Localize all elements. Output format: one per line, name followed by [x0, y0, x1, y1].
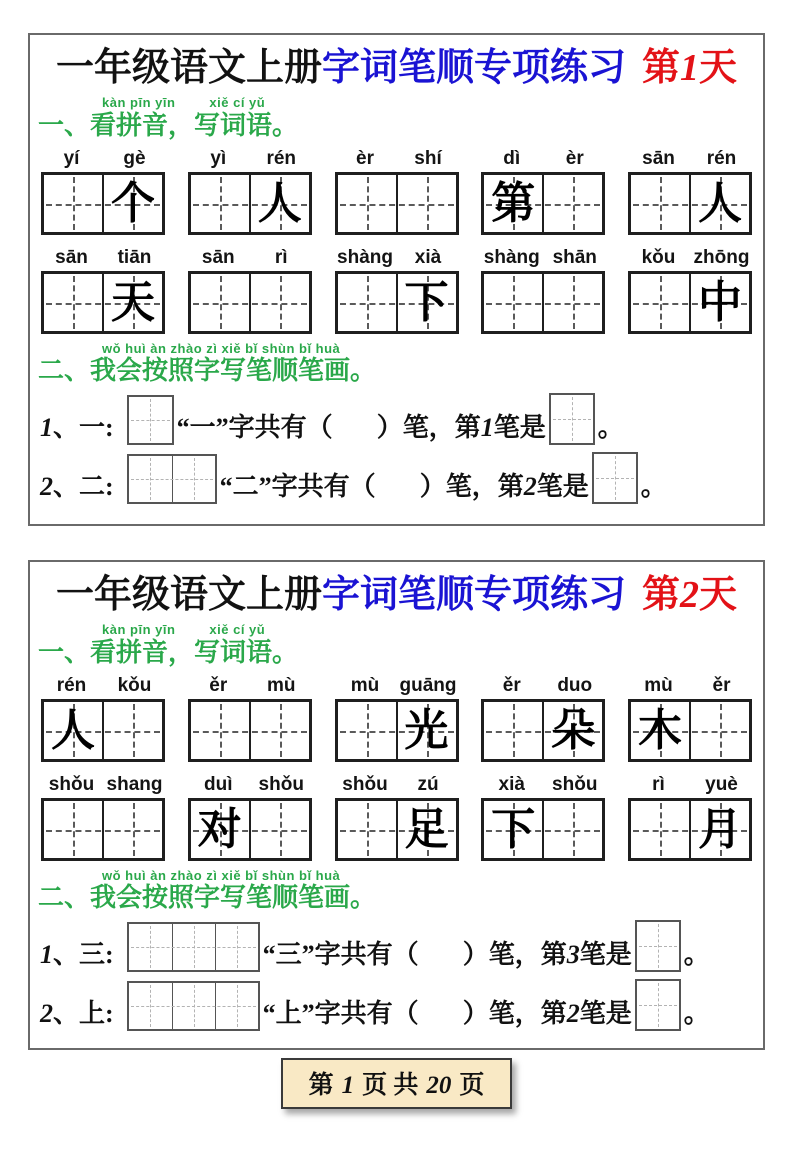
- answer-char: [191, 702, 249, 759]
- word-item: [480, 247, 606, 334]
- writing-cell: [102, 801, 162, 858]
- writing-cell: [542, 274, 602, 331]
- word-item: [334, 675, 460, 762]
- pinyin-label: rì yuè: [652, 774, 738, 796]
- answer-char: 木: [638, 705, 682, 755]
- title-day-number: 1: [680, 47, 700, 89]
- writing-grid: [481, 172, 605, 235]
- writing-cell: [542, 175, 602, 232]
- pinyin-label: xià shǒu: [498, 774, 598, 796]
- writing-cell: [396, 801, 456, 858]
- answer-char: 朵: [551, 705, 596, 755]
- pinyin-part: xiě cí yǔ: [209, 622, 266, 638]
- question-period: 。: [683, 939, 710, 969]
- title-book: 一年级语文上册: [55, 574, 322, 616]
- answer-box: [549, 393, 595, 445]
- writing-cell: [249, 801, 309, 858]
- writing-cell: [689, 801, 749, 858]
- answer-box: [635, 979, 681, 1031]
- answer-char: 足: [404, 804, 449, 854]
- writing-grid: [628, 699, 752, 762]
- question-text: ）笔，第3笔是: [462, 939, 632, 969]
- pinyin-label: yì rén: [210, 148, 297, 170]
- stroke-grid: [127, 981, 260, 1031]
- writing-cell: [249, 702, 309, 759]
- answer-char: 中: [698, 277, 742, 327]
- answer-char: [544, 801, 602, 858]
- grid-cell: [551, 395, 593, 443]
- pinyin-label: ěr mù: [209, 675, 296, 697]
- word-row-1: [38, 148, 755, 235]
- answer-char: [691, 702, 749, 759]
- grid-cell: [129, 924, 172, 970]
- writing-cell: [338, 702, 396, 759]
- title-day-pre: 第: [642, 47, 681, 89]
- writing-cell: [102, 702, 162, 759]
- writing-cell: [631, 274, 689, 331]
- word-item: [627, 675, 753, 762]
- writing-grid: [481, 798, 605, 861]
- writing-cell: [396, 175, 456, 232]
- writing-cell: [338, 274, 396, 331]
- section-1-header: [38, 623, 755, 667]
- question-label: 2、二:: [40, 471, 114, 501]
- pinyin-label: ěr duo: [502, 675, 593, 697]
- writing-cell: [44, 801, 102, 858]
- answer-char: 第: [491, 178, 536, 228]
- writing-grid: [335, 271, 459, 334]
- title-day-badge: [642, 574, 737, 616]
- pinyin-part: kàn pīn yīn: [102, 95, 176, 111]
- section-2-heading: 二、我会按照字写笔顺笔画。: [38, 356, 377, 386]
- title-day-post: 天: [699, 574, 738, 616]
- word-row-2: [38, 774, 755, 861]
- pinyin-label: mù guāng: [350, 675, 457, 697]
- pinyin-label: yí gè: [63, 148, 146, 170]
- answer-box: [592, 452, 638, 504]
- word-item: [187, 247, 313, 334]
- pinyin-label: dì èr: [503, 148, 584, 170]
- writing-cell: [249, 274, 309, 331]
- grid-cell: [594, 454, 636, 502]
- writing-grid: [188, 271, 312, 334]
- writing-grid: [628, 271, 752, 334]
- title-day-pre: 第: [642, 574, 681, 616]
- page-number-box: [281, 1058, 513, 1109]
- answer-char: 人: [698, 178, 742, 228]
- title-book: 一年级语文上册: [55, 47, 322, 89]
- answer-char: [631, 274, 689, 331]
- answer-char: [631, 801, 689, 858]
- footer-text: 页: [459, 1072, 485, 1099]
- writing-cell: [689, 702, 749, 759]
- answer-char: [631, 175, 689, 232]
- title-topic: 字词笔顺专项练习: [321, 47, 626, 89]
- answer-char: [251, 274, 309, 331]
- writing-grid: [335, 798, 459, 861]
- word-item: [40, 675, 166, 762]
- answer-char: [544, 274, 602, 331]
- word-row-1: [38, 675, 755, 762]
- grid-cell: [129, 397, 172, 443]
- pinyin-part: xiě cí yǔ: [209, 95, 266, 111]
- section-1-heading: 一、看拼音，写词语。: [38, 110, 299, 140]
- writing-grid: [335, 699, 459, 762]
- question-label: 1、一:: [40, 412, 114, 442]
- pinyin-label: rén kǒu: [56, 675, 152, 697]
- writing-grid: [188, 798, 312, 861]
- pinyin-part: kàn pīn yīn: [102, 622, 176, 638]
- word-item: [40, 148, 166, 235]
- footer-text: 页 共: [362, 1072, 419, 1099]
- grid-cell: [172, 983, 215, 1029]
- answer-char: 对: [197, 804, 242, 854]
- writing-cell: [396, 702, 456, 759]
- question-label: 1、三:: [40, 939, 114, 969]
- writing-cell: [191, 702, 249, 759]
- word-item: [40, 247, 166, 334]
- question-text: “上”字共有（: [262, 998, 419, 1028]
- answer-char: [104, 702, 162, 759]
- stroke-grid: [127, 395, 174, 445]
- answer-char: [484, 702, 542, 759]
- writing-grid: [335, 172, 459, 235]
- answer-char: [484, 274, 542, 331]
- section-1-heading: 一、看拼音，写词语。: [38, 637, 299, 667]
- answer-char: [338, 702, 396, 759]
- writing-grid: [41, 798, 165, 861]
- writing-cell: [191, 801, 249, 858]
- grid-cell: [129, 456, 172, 502]
- word-item: [187, 675, 313, 762]
- writing-cell: [102, 274, 162, 331]
- worksheet-title: [38, 570, 755, 621]
- worksheet-day-1-panel: [28, 33, 765, 526]
- worksheet-day-2-panel: [28, 560, 765, 1050]
- answer-char: [44, 274, 102, 331]
- word-item: [627, 247, 753, 334]
- pinyin-label: shǒu zú: [342, 774, 439, 796]
- answer-char: [251, 801, 309, 858]
- title-day-post: 天: [699, 47, 738, 89]
- writing-cell: [338, 175, 396, 232]
- section-2-header: [38, 342, 755, 386]
- grid-cell: [637, 922, 679, 970]
- pinyin-label: shàng xià: [337, 247, 442, 269]
- section-1-pinyin: [102, 623, 755, 637]
- writing-cell: [44, 274, 102, 331]
- writing-cell: [631, 175, 689, 232]
- writing-cell: [542, 702, 602, 759]
- writing-grid: [481, 699, 605, 762]
- stroke-number: 2: [523, 471, 537, 501]
- grid-cell: [172, 924, 215, 970]
- question-period: 。: [597, 412, 624, 442]
- writing-cell: [249, 175, 309, 232]
- writing-cell: [484, 801, 542, 858]
- writing-cell: [484, 702, 542, 759]
- writing-cell: [689, 175, 749, 232]
- writing-grid: [41, 172, 165, 235]
- writing-cell: [191, 274, 249, 331]
- writing-cell: [102, 175, 162, 232]
- title-day-badge: [642, 47, 737, 89]
- stroke-question-1: [40, 920, 755, 972]
- pinyin-label: shàng shān: [483, 247, 597, 269]
- pinyin-label: sān tiān: [55, 247, 152, 269]
- answer-char: [251, 702, 309, 759]
- question-text: ）笔，第1笔是: [376, 412, 546, 442]
- writing-grid: [188, 172, 312, 235]
- section-2-pinyin: wǒ huì àn zhào zì xiě bǐ shùn bǐ huà: [102, 341, 341, 357]
- question-period: 。: [683, 998, 710, 1028]
- question-text: “二”字共有（: [219, 471, 376, 501]
- title-topic: 字词笔顺专项练习: [321, 574, 626, 616]
- writing-cell: [484, 274, 542, 331]
- writing-cell: [484, 175, 542, 232]
- section-2-header: [38, 869, 755, 913]
- word-item: [334, 774, 460, 861]
- footer-total-pages: 20: [426, 1072, 452, 1099]
- writing-grid: [481, 271, 605, 334]
- pinyin-label: duì shǒu: [204, 774, 304, 796]
- writing-grid: [41, 699, 165, 762]
- title-day-number: 2: [680, 574, 700, 616]
- writing-cell: [631, 801, 689, 858]
- pinyin-label: sān rì: [201, 247, 288, 269]
- word-item: [627, 148, 753, 235]
- pinyin-label: sān rén: [642, 148, 737, 170]
- section-2-pinyin: wǒ huì àn zhào zì xiě bǐ shùn bǐ huà: [102, 868, 341, 884]
- stroke-question-2: [40, 979, 755, 1031]
- answer-char: [338, 274, 396, 331]
- answer-char: [104, 801, 162, 858]
- answer-char: 人: [257, 178, 302, 228]
- question-text: ）笔，第2笔是: [462, 998, 632, 1028]
- writing-cell: [542, 801, 602, 858]
- grid-cell: [637, 981, 679, 1029]
- word-row-2: [38, 247, 755, 334]
- writing-cell: [191, 175, 249, 232]
- word-item: [187, 774, 313, 861]
- stroke-question-2: [40, 452, 755, 504]
- grid-cell: [129, 983, 172, 1029]
- writing-cell: [338, 801, 396, 858]
- word-item: [187, 148, 313, 235]
- stroke-number: 3: [566, 939, 580, 969]
- section-1-pinyin: [102, 96, 755, 110]
- pinyin-label: shǒu shang: [48, 774, 163, 796]
- answer-char: 人: [51, 705, 95, 755]
- grid-cell: [215, 924, 258, 970]
- stroke-number: 1: [480, 412, 494, 442]
- pinyin-label: kǒu zhōng: [641, 247, 750, 269]
- stroke-grid: [127, 454, 217, 504]
- answer-char: [338, 175, 396, 232]
- stroke-number: 2: [566, 998, 580, 1028]
- question-period: 。: [640, 471, 667, 501]
- worksheet-title: [38, 43, 755, 94]
- grid-cell: [172, 456, 215, 502]
- question-text: “一”字共有（: [176, 412, 333, 442]
- section-1-header: [38, 96, 755, 140]
- answer-char: [44, 801, 102, 858]
- stroke-grid: [127, 922, 260, 972]
- question-text: ）笔，第2笔是: [419, 471, 589, 501]
- question-text: “三”字共有（: [262, 939, 419, 969]
- word-item: [40, 774, 166, 861]
- writing-cell: [631, 702, 689, 759]
- writing-grid: [41, 271, 165, 334]
- writing-cell: [689, 274, 749, 331]
- word-item: [480, 774, 606, 861]
- answer-box: [635, 920, 681, 972]
- question-label: 2、上:: [40, 998, 114, 1028]
- word-item: [480, 148, 606, 235]
- section-2-heading: 二、我会按照字写笔顺笔画。: [38, 883, 377, 913]
- writing-cell: [44, 702, 102, 759]
- writing-grid: [188, 699, 312, 762]
- answer-char: 个: [111, 178, 155, 228]
- footer-text: 第: [308, 1072, 334, 1099]
- answer-char: 光: [404, 705, 449, 755]
- writing-cell: [44, 175, 102, 232]
- word-item: [480, 675, 606, 762]
- word-item: [627, 774, 753, 861]
- answer-char: 下: [491, 804, 536, 854]
- pinyin-label: mù ěr: [644, 675, 731, 697]
- writing-grid: [628, 172, 752, 235]
- answer-char: [191, 175, 249, 232]
- answer-char: 月: [698, 804, 742, 854]
- pinyin-label: èr shí: [356, 148, 442, 170]
- answer-char: 下: [404, 277, 449, 327]
- word-item: [334, 247, 460, 334]
- stroke-question-1: [40, 393, 755, 445]
- answer-char: 天: [111, 277, 155, 327]
- answer-char: [44, 175, 102, 232]
- answer-char: [398, 175, 456, 232]
- answer-char: [544, 175, 602, 232]
- word-item: [334, 148, 460, 235]
- footer-page-number: 1: [341, 1072, 355, 1099]
- answer-char: [338, 801, 396, 858]
- answer-char: [191, 274, 249, 331]
- writing-cell: [396, 274, 456, 331]
- grid-cell: [215, 983, 258, 1029]
- writing-grid: [628, 798, 752, 861]
